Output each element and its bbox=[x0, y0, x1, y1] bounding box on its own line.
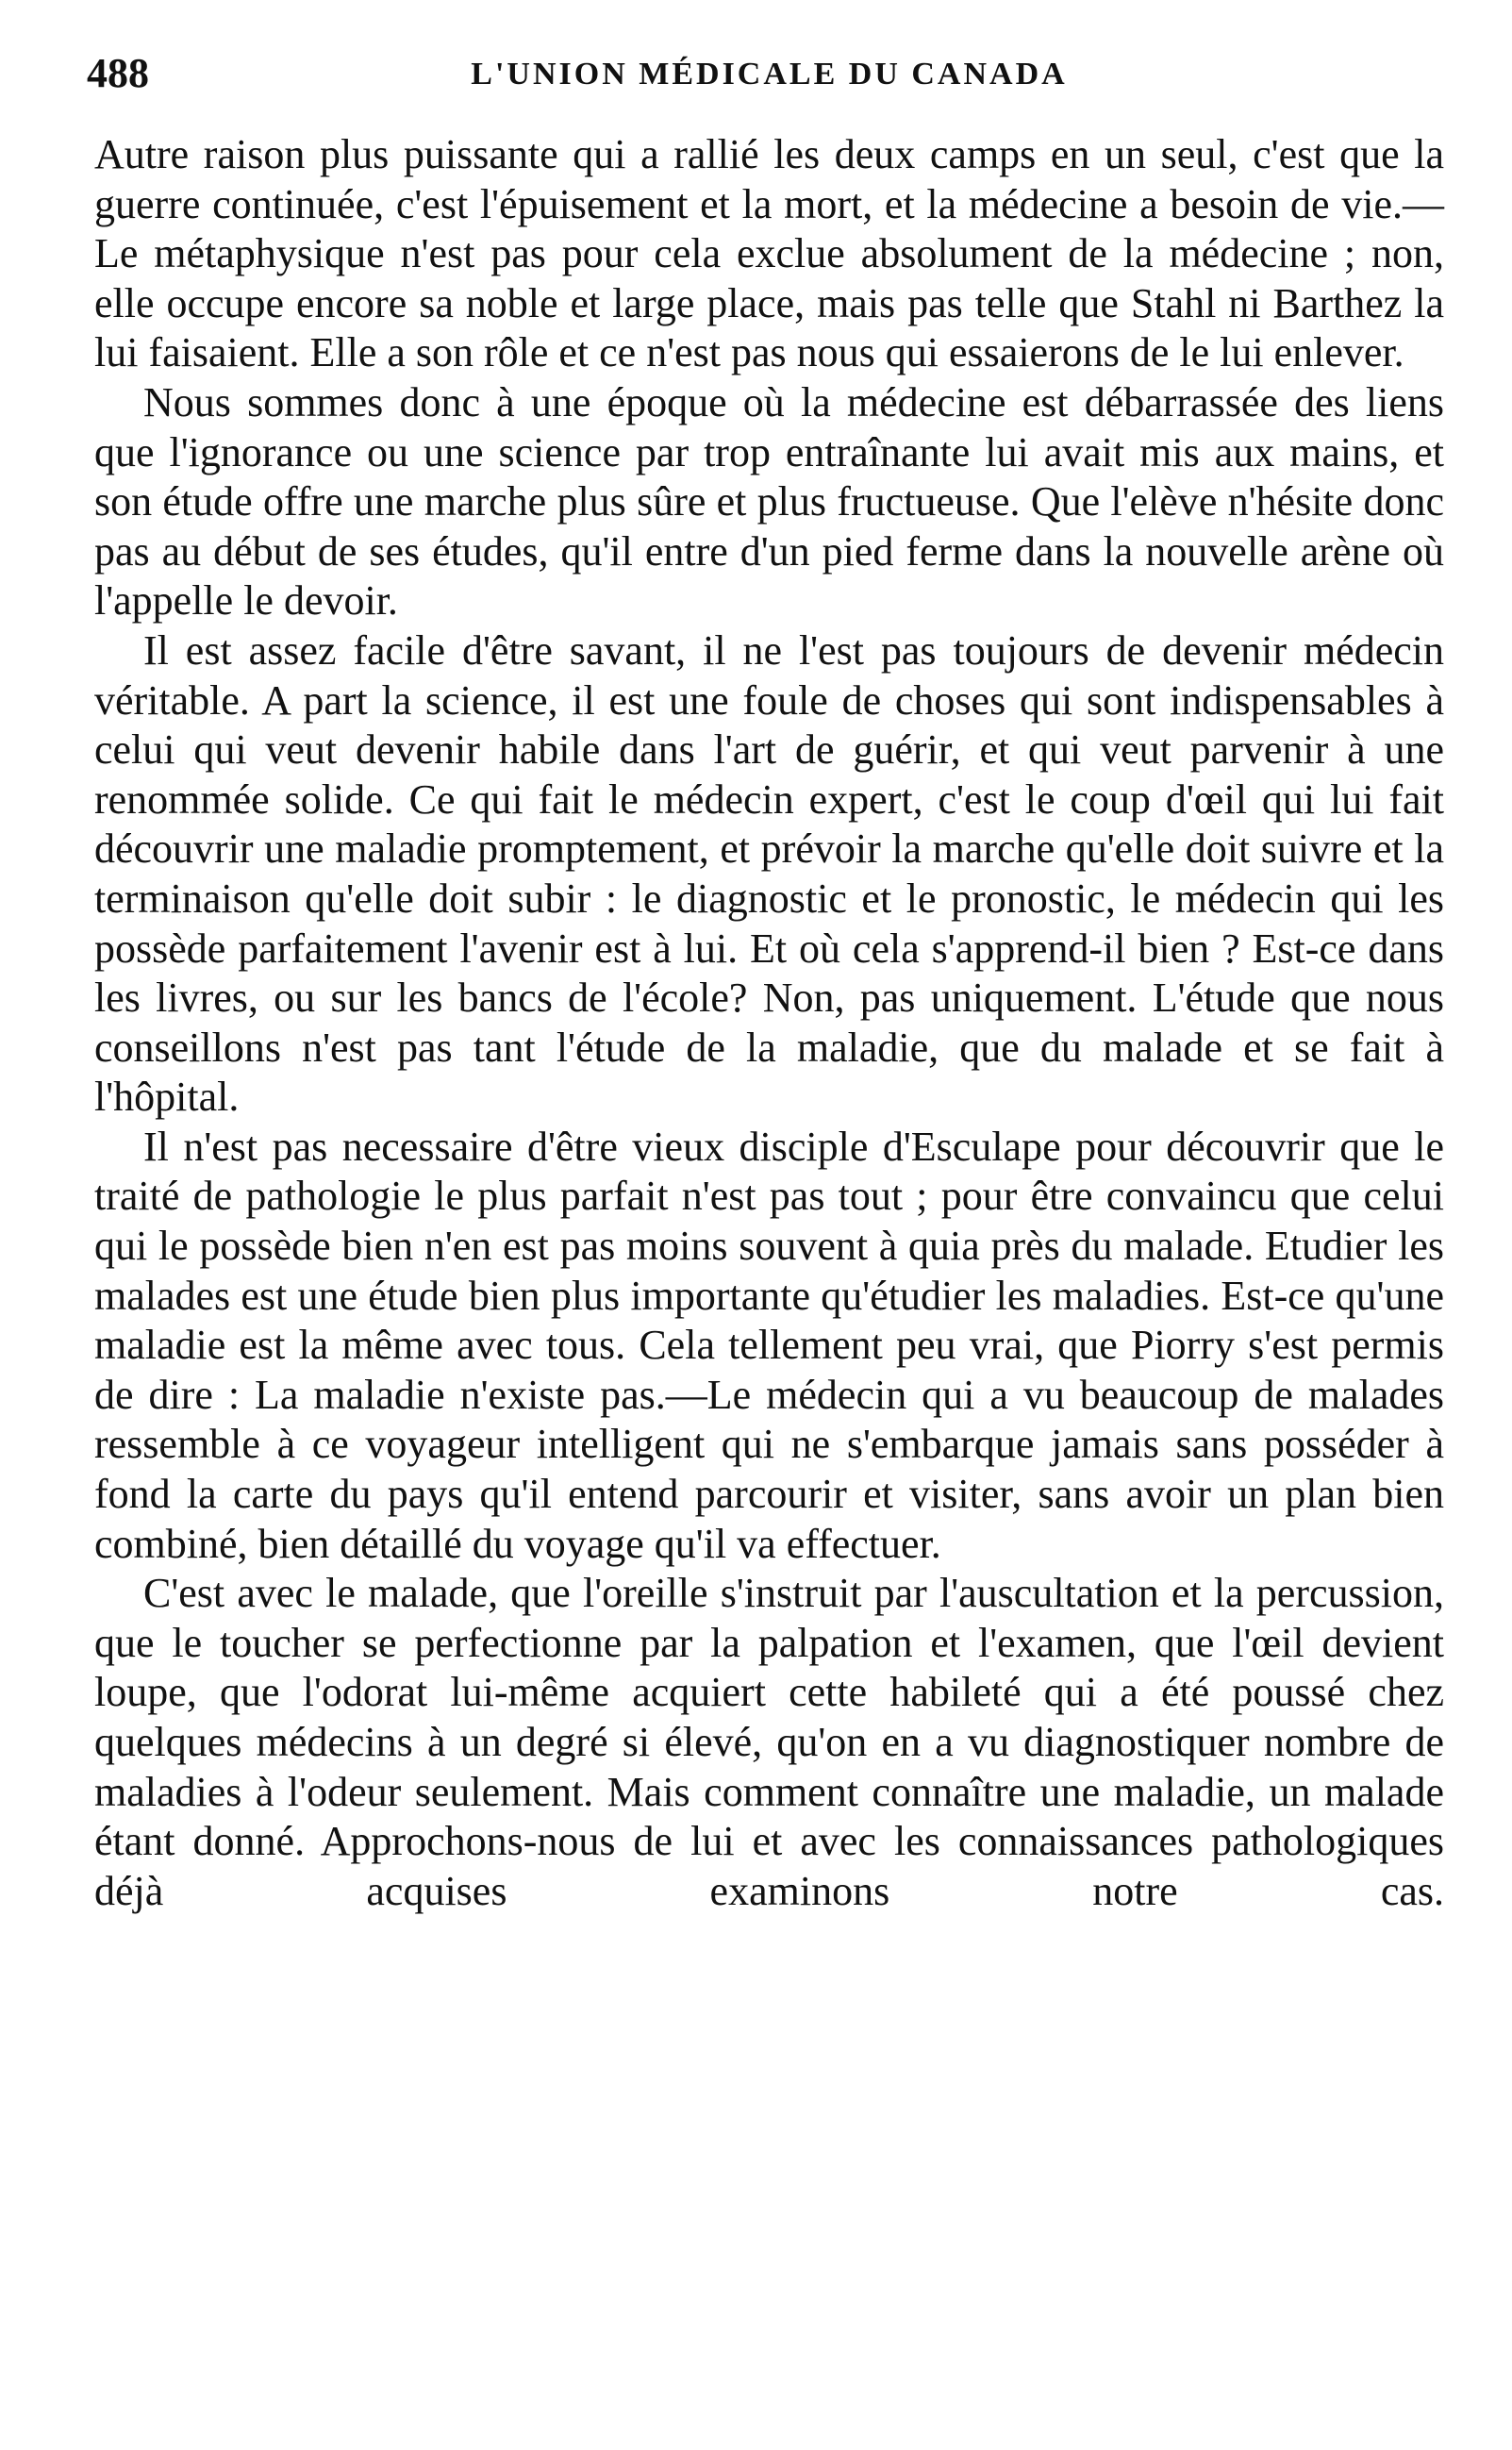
journal-title: L'UNION MÉDICALE DU CANADA bbox=[471, 57, 1068, 92]
paragraph-3: Il est assez facile d'être savant, il ne l'est pas toujours de devenir médecin véritable. A part la science, il est une foule de choses qui sont indispensables à celui qui veut devenir habile dans l'art de guérir, et qui veut parvenir à une renommée solide. Ce qui fait le médecin expert, c'est le coup d'œil qui lui fait découvrir une maladie promptement, et prévoir la marche qu'elle doit suivre et la terminaison qu'elle doit subir : le diagnostic et le pronostic, le médecin qui les possède parfaitement l'avenir est à lui. Et où cela s'apprend-il bien ? Est-ce dans les livres, ou sur les bancs de l'école? Non, pas uniquement. L'étude que nous conseillons n'est pas tant l'étude de la maladie, que du malade et se fait à l'hôpital. bbox=[94, 626, 1444, 1121]
page-number: 488 bbox=[87, 50, 149, 96]
body-text bbox=[94, 130, 1444, 1916]
paragraph-4: Il n'est pas necessaire d'être vieux disciple d'Esculape pour découvrir que le traité de pathologie le plus parfait n'est pas tout ; pour être convaincu que celui qui le possède bien n'en est pas moins souvent à quia près du malade. Etudier les malades est une étude bien plus importante qu'étudier les maladies. Est-ce qu'une maladie est la même avec tous. Cela tellement peu vrai, que Piorry s'est permis de dire : La maladie n'existe pas.—Le médecin qui a vu beaucoup de malades ressemble à ce voyageur intelligent qui ne s'embarque jamais sans posséder à fond la carte du pays qu'il entend parcourir et visiter, sans avoir un plan bien combiné, bien détaillé du voyage qu'il va effectuer. bbox=[94, 1123, 1444, 1567]
paragraph-1: Autre raison plus puissante qui a rallié les deux camps en un seul, c'est que la guerre continuée, c'est l'épuisement et la mort, et la médecine a besoin de vie.—Le métaphysique n'est pas pour cela exclue absolument de la médecine ; non, elle occupe encore sa noble et large place, mais pas telle que Stahl ni Barthez la lui faisaient. Elle a son rôle et ce n'est pas nous qui essaierons de le lui enlever. bbox=[94, 131, 1444, 376]
paragraph-2: Nous sommes donc à une époque où la médecine est débarrassée des liens que l'ignorance ou une science par trop entraînante lui avait mis aux mains, et son étude offre une marche plus sûre et plus fructueuse. Que l'elève n'hésite donc pas au début de ses études, qu'il entre d'un pied ferme dans la nouvelle arène où l'appelle le devoir. bbox=[94, 378, 1444, 625]
running-head bbox=[87, 49, 1444, 108]
paragraph-5: C'est avec le malade, que l'oreille s'instruit par l'auscultation et la percussion, que le toucher se perfectionne par la palpation et l'examen, que l'œil devient loupe, que l'odorat lui-même acquiert cette habileté qui a été poussé chez quelques médecins à un degré si élevé, qu'on en a vu diagnostiquer nombre de maladies à l'odeur seulement. Mais comment connaître une maladie, un malade étant donné. Approchons-nous de lui et avec les connaissances pathologiques déjà acquises examinons notre cas. bbox=[94, 1570, 1444, 1914]
